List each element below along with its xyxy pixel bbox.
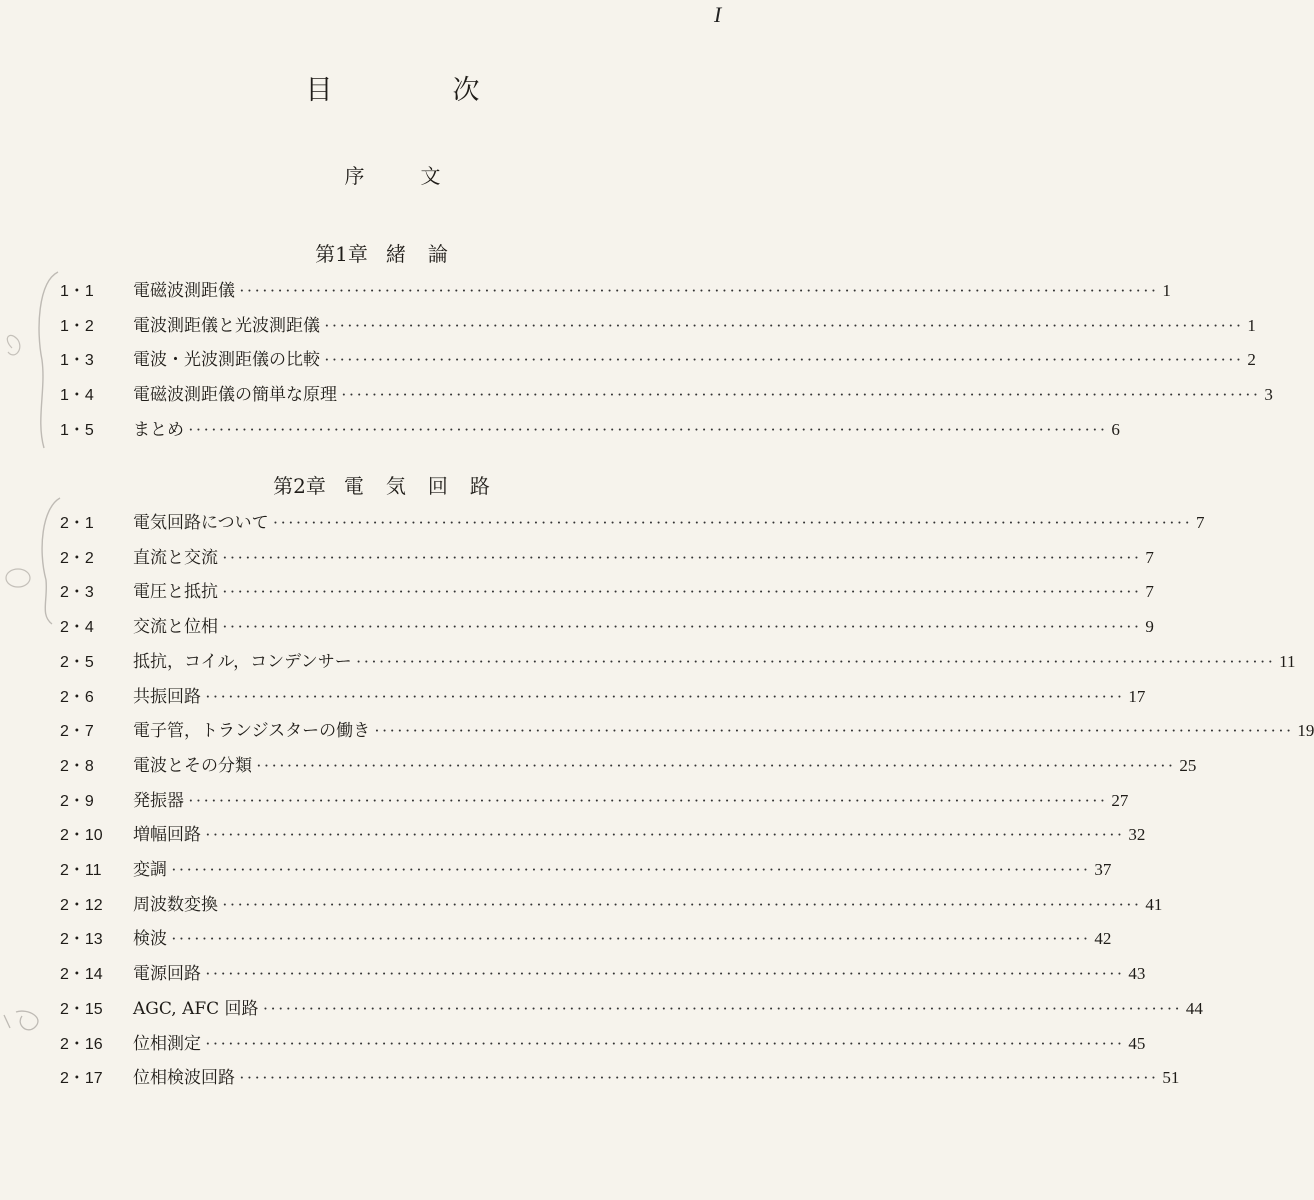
toc-title-char-2: 次	[452, 75, 480, 106]
section-number: 2・1	[60, 515, 94, 532]
section-number: 2・9	[60, 792, 94, 810]
section-number: 1・2	[60, 317, 94, 335]
section-number: 2・11	[60, 862, 102, 879]
section-title: 共振回路	[133, 686, 201, 707]
page-ref: 51	[1162, 1068, 1180, 1088]
page-ref: 25	[1179, 755, 1197, 775]
section-title: まとめ	[133, 419, 184, 440]
section-number: 2・15	[60, 1000, 103, 1018]
section-title: 変調	[133, 860, 167, 880]
section-number: 2・4	[60, 619, 94, 637]
chapter-title: 緒論	[385, 242, 470, 266]
page-ref: 7	[1196, 513, 1205, 532]
section-title: 位相検波回路	[133, 1068, 235, 1089]
page-ref: 3	[1264, 385, 1273, 405]
section-number: 2・16	[60, 1035, 103, 1053]
leader-dots: ························································································································	[222, 894, 1142, 914]
section-title: 電気回路について	[133, 513, 269, 533]
section-number: 2・8	[60, 757, 94, 775]
section-title: 電波とその分類	[133, 755, 252, 776]
page-ref: 7	[1145, 582, 1154, 602]
section-title: 電波・光波測距儀の比較	[133, 350, 320, 371]
leader-dots: ························································································································	[262, 998, 1182, 1018]
page-ref: 42	[1094, 929, 1112, 949]
leader-dots: ························································································································	[205, 1033, 1125, 1053]
leader-dots: ························································································································	[256, 755, 1176, 775]
leader-dots: ························································································································	[222, 617, 1142, 637]
page-ref: 37	[1094, 860, 1112, 879]
page-ref: 27	[1111, 790, 1129, 810]
leader-dots: ························································································································	[205, 825, 1125, 845]
leader-dots: ························································································································	[324, 315, 1244, 335]
section-title: 電圧と抵抗	[133, 582, 218, 603]
page-ref: 45	[1128, 1033, 1146, 1053]
section-title: 検波	[133, 929, 167, 950]
preface-char-1: 序	[344, 164, 365, 188]
section-title: 抵抗，コイル，コンデンサー	[133, 651, 352, 672]
page-ref: 6	[1111, 419, 1120, 439]
section-number: 2・3	[60, 584, 94, 602]
leader-dots: ························································································································	[205, 964, 1125, 984]
section-title: 電磁波測距儀	[133, 281, 235, 301]
section-title: 電子管，トランジスターの働き	[133, 721, 371, 742]
page-ref: 9	[1145, 617, 1154, 637]
page-ref: 1	[1247, 315, 1256, 335]
page-ref: 41	[1145, 894, 1163, 914]
leader-dots: ························································································································	[205, 686, 1125, 706]
leader-dots: ························································································································	[188, 790, 1108, 810]
chapter-title: 電気回路	[343, 474, 512, 498]
section-title: 周波数変換	[133, 894, 218, 915]
page-number: I	[714, 2, 722, 27]
page-ref: 32	[1128, 825, 1146, 845]
section-number: 2・17	[60, 1070, 103, 1088]
section-title: 電波測距儀と光波測距儀	[133, 315, 320, 336]
leader-dots: ························································································································	[324, 350, 1244, 370]
leader-dots: ························································································································	[272, 513, 1193, 532]
section-number: 2・14	[60, 966, 103, 984]
section-title: 交流と位相	[133, 617, 218, 638]
leader-dots: ························································································································	[374, 721, 1294, 741]
section-number: 2・2	[60, 549, 94, 567]
chapter-number: 第2章	[273, 474, 326, 498]
section-title: 位相測定	[133, 1033, 201, 1054]
leader-dots: ························································································································	[341, 385, 1261, 405]
page-ref: 1	[1162, 281, 1171, 300]
leader-dots: ························································································································	[188, 419, 1108, 439]
leader-dots: ························································································································	[222, 582, 1142, 602]
page-ref: 11	[1279, 651, 1296, 671]
section-number: 2・10	[60, 827, 103, 845]
section-title: 直流と交流	[133, 547, 218, 568]
section-number: 2・5	[60, 653, 94, 671]
chapter-number: 第1章	[315, 242, 368, 266]
toc-title-char-1: 目	[305, 75, 333, 106]
leader-dots: ························································································································	[222, 547, 1142, 567]
page-ref: 43	[1128, 964, 1146, 984]
page-ref: 19	[1297, 721, 1314, 741]
leader-dots: ························································································································	[171, 929, 1091, 949]
section-number: 1・1	[60, 283, 94, 300]
section-number: 2・6	[60, 688, 94, 706]
section-title: 電源回路	[133, 964, 201, 985]
section-title: AGC, AFC 回路	[133, 998, 259, 1019]
section-title: 増幅回路	[133, 825, 201, 846]
preface-char-2: 文	[420, 164, 441, 188]
page-ref: 7	[1145, 547, 1154, 567]
section-title: 発振器	[133, 790, 184, 811]
section-number: 1・3	[60, 352, 94, 370]
leader-dots: ························································································································	[239, 281, 1159, 300]
page-ref: 44	[1185, 998, 1203, 1018]
section-number: 1・5	[60, 421, 94, 439]
leader-dots: ························································································································	[171, 860, 1091, 879]
section-title: 電磁波測距儀の簡単な原理	[133, 385, 337, 406]
section-number: 2・7	[60, 723, 94, 741]
section-number: 2・13	[60, 931, 103, 949]
page-ref: 2	[1247, 350, 1256, 370]
section-number: 2・12	[60, 896, 103, 914]
page-ref: 17	[1128, 686, 1146, 706]
leader-dots: ························································································································	[239, 1068, 1159, 1088]
section-number: 1・4	[60, 387, 94, 405]
leader-dots: ························································································································	[355, 651, 1276, 671]
